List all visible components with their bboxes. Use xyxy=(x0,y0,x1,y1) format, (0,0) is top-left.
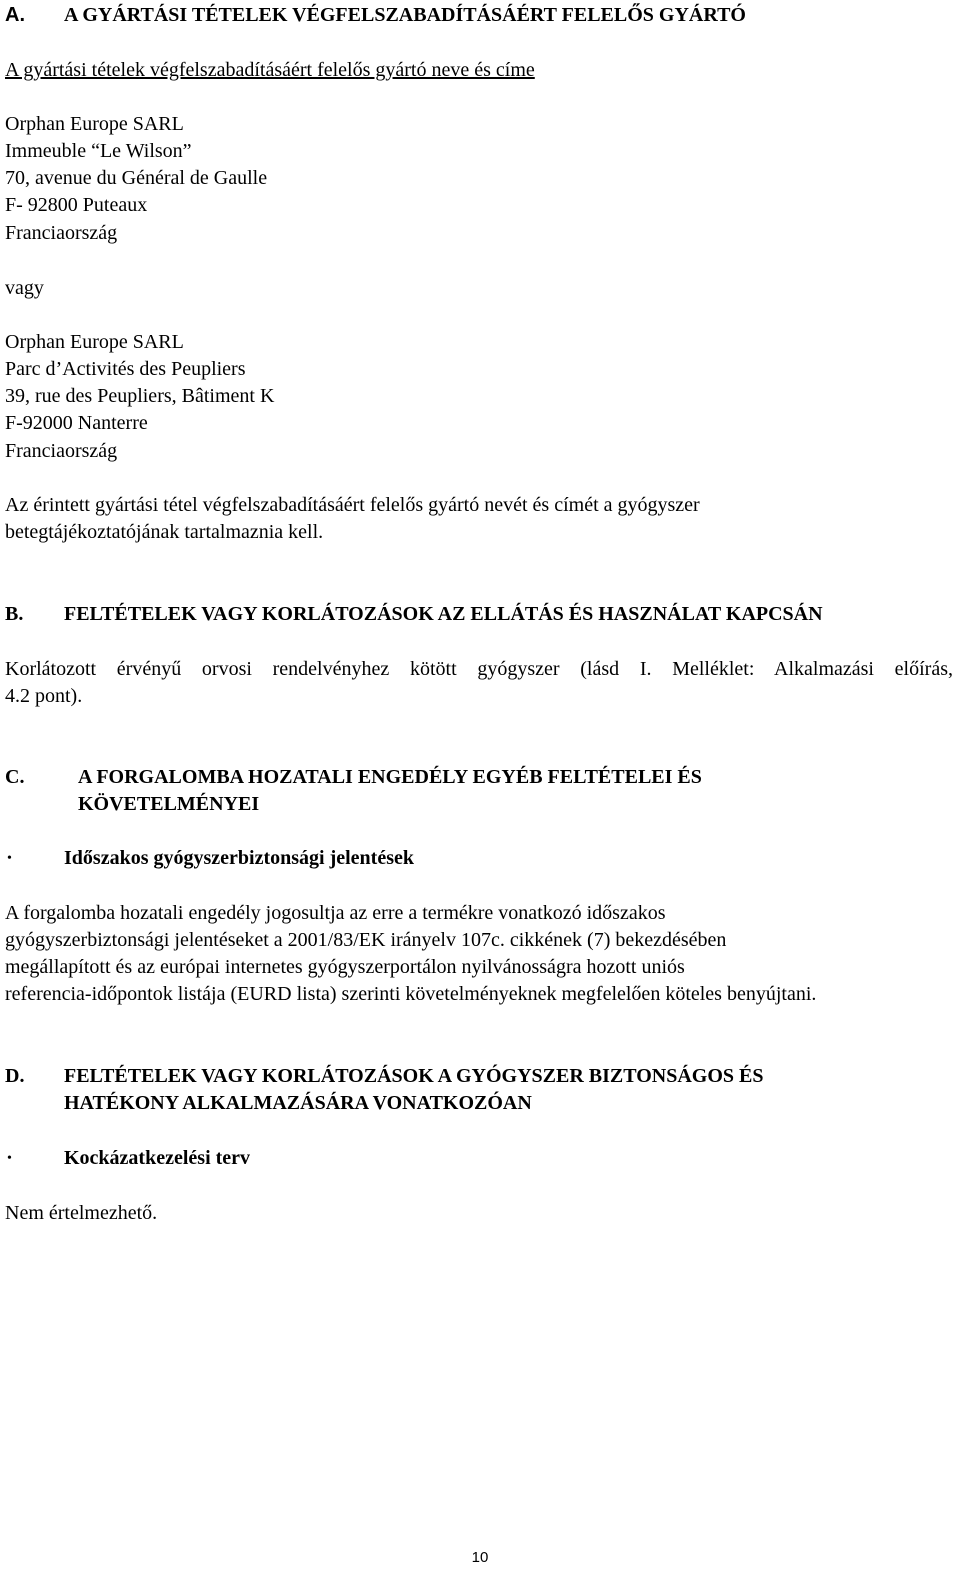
section-c-body-line: referencia-időpontok listája (EURD lista) szerinti követelményeknek megfelelően köteles benyújtani. xyxy=(5,983,817,1005)
section-a-title: A GYÁRTÁSI TÉTELEK VÉGFELSZABADÍTÁSÁÉRT FELELŐS GYÁRTÓ xyxy=(64,4,746,26)
section-c-title-line: A FORGALOMBA HOZATALI ENGEDÉLY EGYÉB FELTÉTELEI ÉS xyxy=(78,766,702,788)
section-d-bullet-title: Kockázatkezelési terv xyxy=(64,1147,251,1169)
section-c-body-line: gyógyszerbiztonsági jelentéseket a 2001/83/EK irányelv 107c. cikkének (7) bekezdésében xyxy=(5,929,727,951)
section-c-bullet-title: Időszakos gyógyszerbiztonsági jelentések xyxy=(64,847,414,869)
section-a-note-line: Az érintett gyártási tétel végfelszabadításáért felelős gyártó nevét és címét a gyógyszer xyxy=(5,494,700,516)
or-text: vagy xyxy=(5,277,44,299)
section-b-letter: B. xyxy=(5,603,24,625)
section-c-body-line: A forgalomba hozatali engedély jogosultja az erre a termékre vonatkozó időszakos xyxy=(5,902,666,924)
section-d-letter: D. xyxy=(5,1065,25,1087)
address-line: Franciaország xyxy=(5,440,118,462)
address-line: 70, avenue du Général de Gaulle xyxy=(5,167,268,189)
address-line: F- 92800 Puteaux xyxy=(5,194,148,216)
section-d-body: Nem értelmezhető. xyxy=(5,1202,158,1224)
section-c-body-line: megállapított és az európai internetes gyógyszerportálon nyilvánosságra hozott uniós xyxy=(5,956,685,978)
section-b-title: FELTÉTELEK VAGY KORLÁTOZÁSOK AZ ELLÁTÁS ÉS HASZNÁLAT KAPCSÁN xyxy=(64,603,823,625)
section-d-title-line: HATÉKONY ALKALMAZÁSÁRA VONATKOZÓAN xyxy=(64,1092,532,1114)
section-d-title-line: FELTÉTELEK VAGY KORLÁTOZÁSOK A GYÓGYSZER BIZTONSÁGOS ÉS xyxy=(64,1065,764,1087)
bullet-icon: • xyxy=(7,851,12,866)
address-line: Franciaország xyxy=(5,222,118,244)
address-line: Orphan Europe SARL xyxy=(5,331,184,353)
section-b-body-line: 4.2 pont). xyxy=(5,685,83,707)
bullet-icon: • xyxy=(7,1151,12,1166)
section-a-letter: A. xyxy=(5,4,25,26)
page-number: 10 xyxy=(471,1549,489,1566)
section-a-note-line: betegtájékoztatójának tartalmaznia kell. xyxy=(5,521,324,543)
address-line: F-92000 Nanterre xyxy=(5,412,148,434)
address-line: 39, rue des Peupliers, Bâtiment K xyxy=(5,385,275,407)
section-a-subheading: A gyártási tételek végfelszabadításáért felelős gyártó neve és címe xyxy=(5,59,535,81)
section-c-letter: C. xyxy=(5,766,25,788)
address-line: Immeuble “Le Wilson” xyxy=(5,140,192,162)
address-line: Parc d’Activités des Peupliers xyxy=(5,358,246,380)
address-line: Orphan Europe SARL xyxy=(5,113,184,135)
section-b-body-line: Korlátozott érvényű orvosi rendelvényhez kötött gyógyszer (lásd I. Melléklet: Alkalmazási előírás, xyxy=(5,658,953,680)
section-c-title-line: KÖVETELMÉNYEI xyxy=(78,793,260,815)
